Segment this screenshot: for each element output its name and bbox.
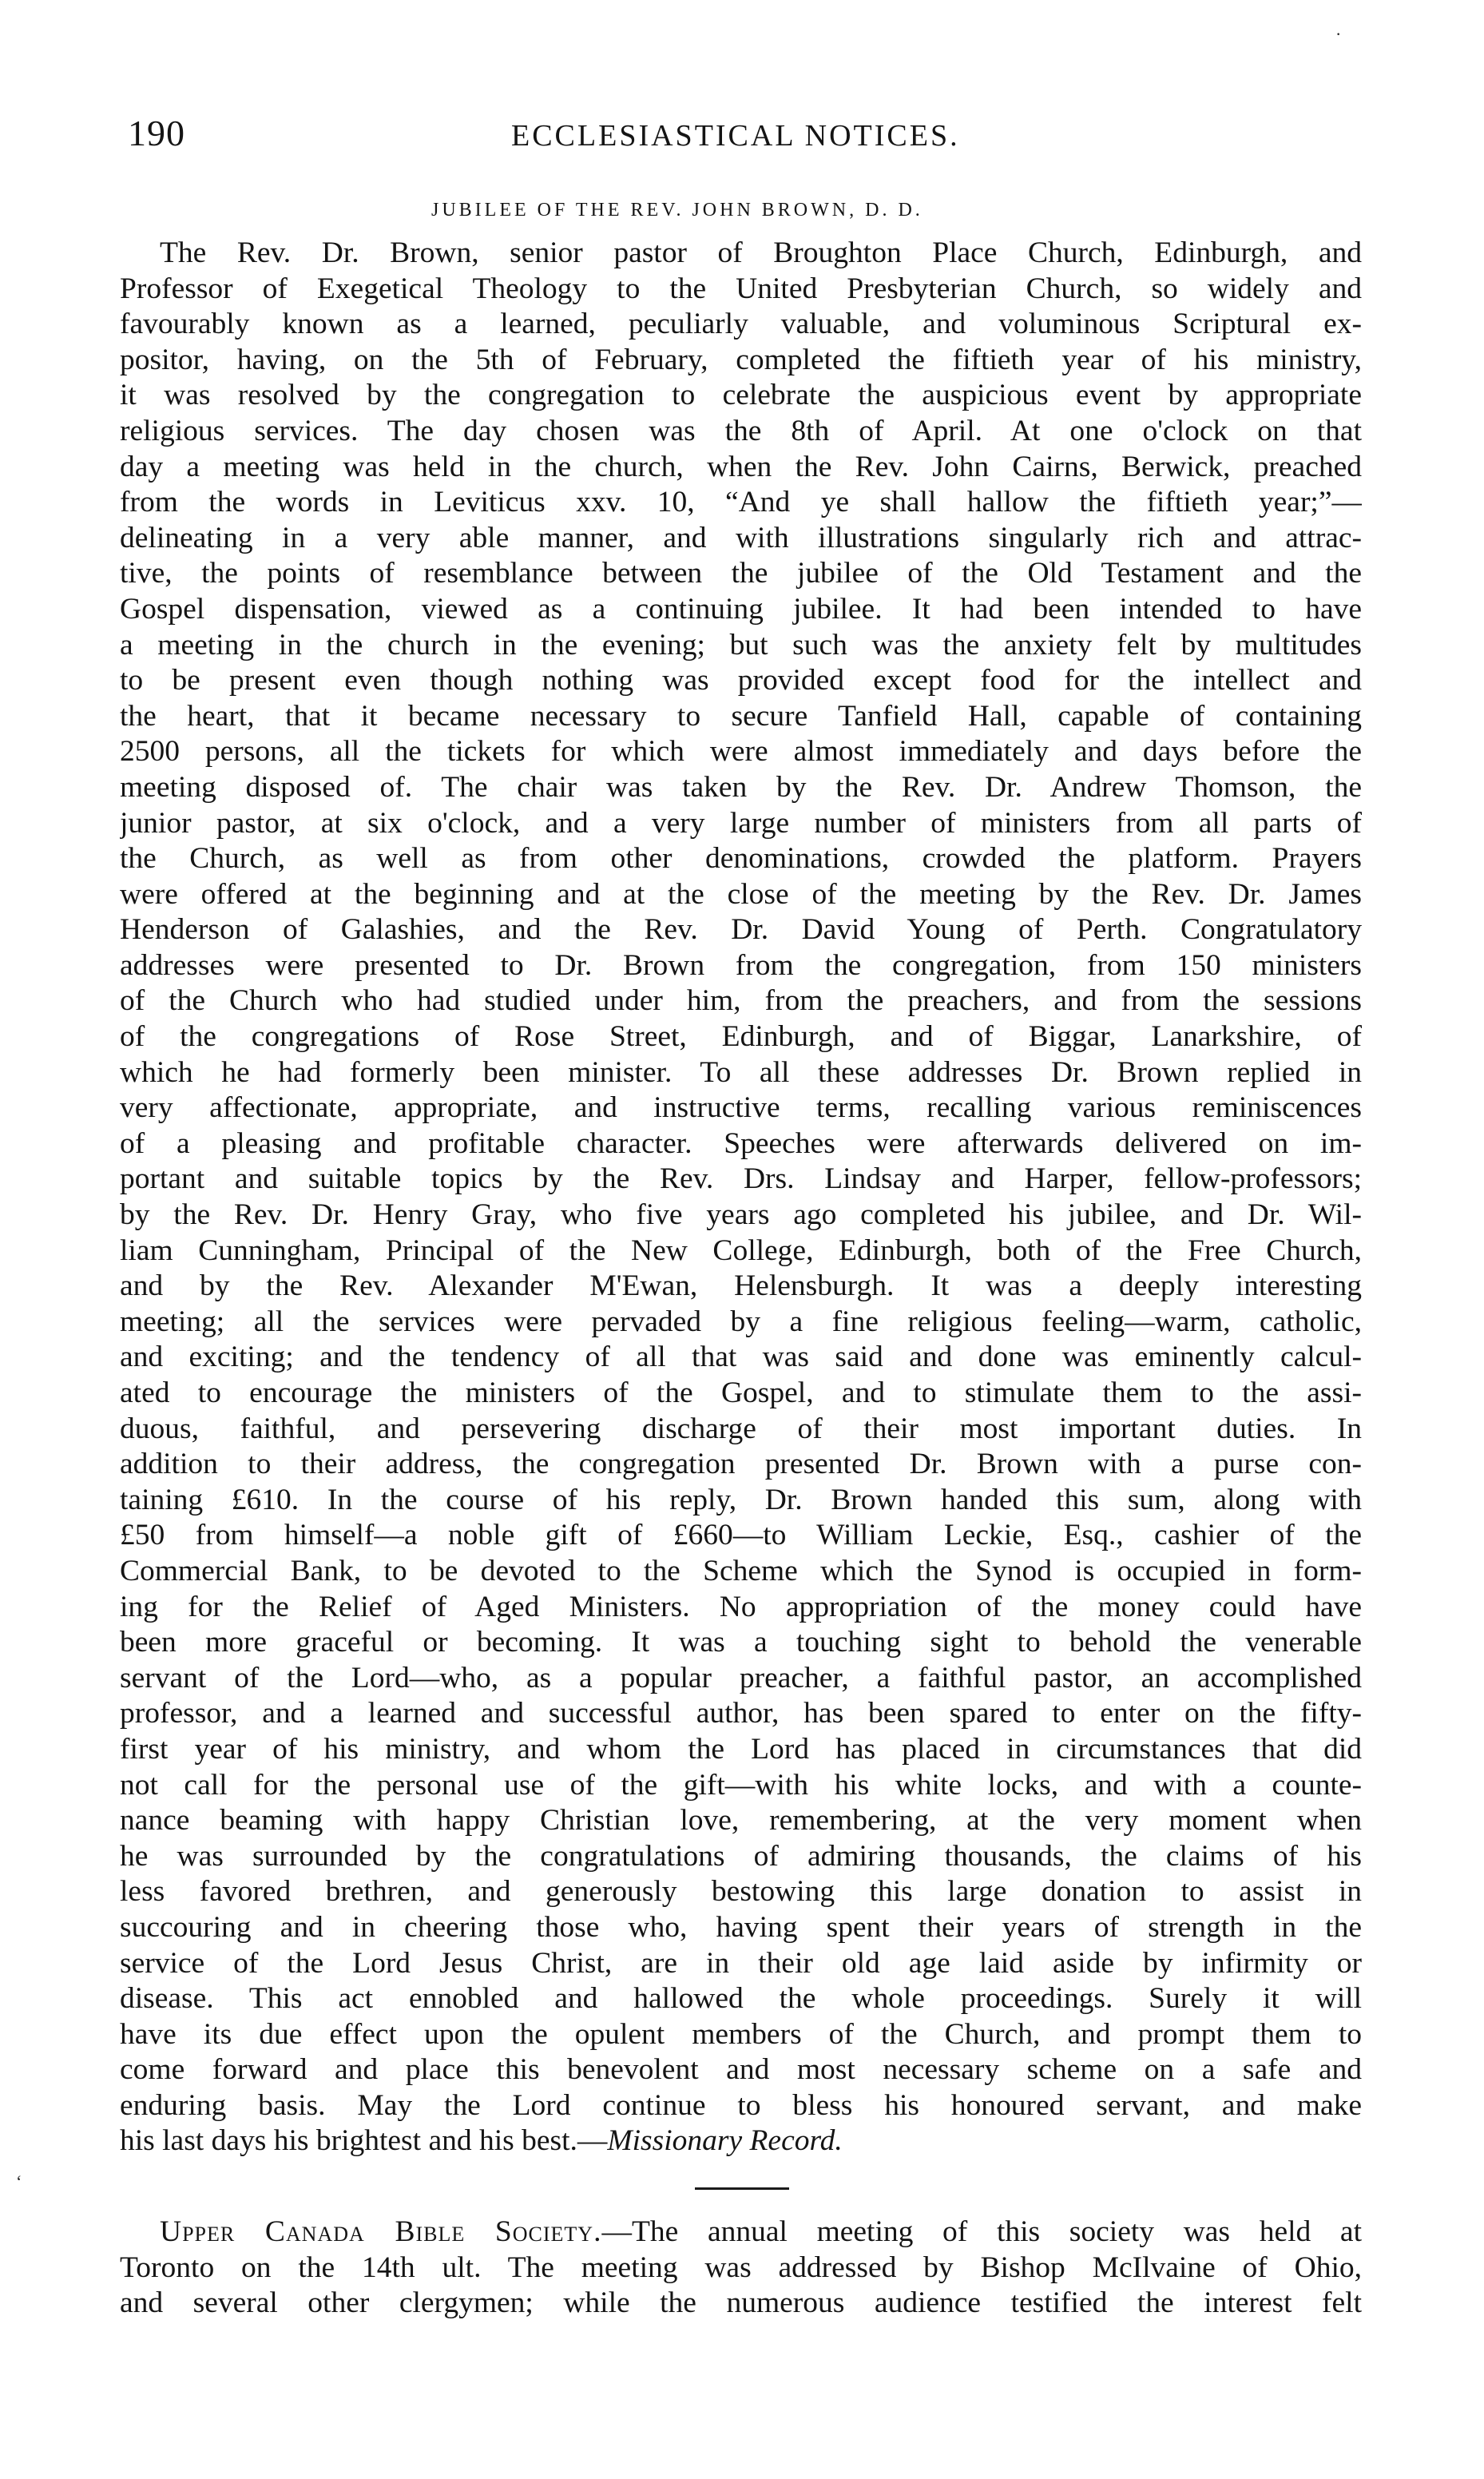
text-line: Toronto on the 14th ult. The meeting was addressed by Bishop McIlvaine of Ohio, (120, 2251, 1362, 2284)
text-line (120, 2215, 1362, 2251)
text-line: £50 from himself—a noble gift of £660—to William Leckie, Esq., cashier of the (120, 1519, 1362, 1552)
text-line: servant of the Lord—who, as a popular preacher, a faithful pastor, an accomplished (120, 1661, 1362, 1694)
notice-text: —The annual meeting of this society was held at (601, 2215, 1362, 2248)
text-line: the heart, that it became necessary to secure Tanfield Hall, capable of containing (120, 699, 1362, 733)
closing-line: his last days his brightest and his best.—Missionary Record. (120, 2124, 843, 2158)
text-line: succouring and in cheering those who, having spent their years of strength in the (120, 1910, 1362, 1944)
text-line: favourably known as a learned, peculiarly valuable, and voluminous Scriptural ex- (120, 308, 1362, 341)
text-line: the Church, as well as from other denominations, crowded the platform. Prayers (120, 842, 1362, 876)
text-line: and several other clergymen; while the numerous audience testified the interest felt (120, 2286, 1362, 2320)
text-line: addition to their address, the congregation presented Dr. Brown with a purse con- (120, 1448, 1362, 1481)
text-line: not call for the personal use of the gift—with his white locks, and with a counte- (120, 1768, 1362, 1802)
text-line: Gospel dispensation, viewed as a continuing jubilee. It had been intended to have (120, 592, 1362, 626)
text-line: meeting disposed of. The chair was taken by the Rev. Dr. Andrew Thomson, the (120, 770, 1362, 804)
text-line: a meeting in the church in the evening; but such was the anxiety felt by multitudes (120, 628, 1362, 661)
text-line: of a pleasing and profitable character. Speeches were afterwards delivered on im- (120, 1126, 1362, 1160)
text-line: Henderson of Galashies, and the Rev. Dr. David Young of Perth. Congratulatory (120, 913, 1362, 947)
text-line: and by the Rev. Alexander M'Ewan, Helensburgh. It was a deeply interesting (120, 1269, 1362, 1303)
text-line: meeting; all the services were pervaded by a fine religious feeling—warm, catholic, (120, 1305, 1362, 1338)
text-line: liam Cunningham, Principal of the New College, Edinburgh, both of the Free Church, (120, 1234, 1362, 1267)
text-line: of the Church who had studied under him, from the preachers, and from the sessions (120, 984, 1362, 1018)
margin-mark: ‘ (16, 2171, 22, 2191)
text-line: first year of his ministry, and whom the Lord has placed in circumstances that did (120, 1732, 1362, 1766)
text-line: The Rev. Dr. Brown, senior pastor of Broughton Place Church, Edinburgh, and (160, 236, 1362, 269)
text-line: come forward and place this benevolent and most necessary scheme on a safe and (120, 2053, 1362, 2087)
page-number: 190 (128, 113, 185, 153)
closing-text: his last days his brightest and his best. (120, 2124, 577, 2158)
text-line: professor, and a learned and successful author, has been spared to enter on the fifty- (120, 1697, 1362, 1730)
text-line: which he had formerly been minister. To all these addresses Dr. Brown replied in (120, 1055, 1362, 1089)
notice-heading: Upper Canada Bible Society. (160, 2215, 602, 2248)
text-line: were offered at the beginning and at the close of the meeting by the Rev. Dr. James (120, 877, 1362, 911)
text-line: junior pastor, at six o'clock, and a very large number of ministers from all parts of (120, 806, 1362, 840)
text-line: addresses were presented to Dr. Brown from the congregation, from 150 ministers (120, 948, 1362, 982)
text-line: he was surrounded by the congratulations of admiring thousands, the claims of his (120, 1839, 1362, 1873)
text-line: disease. This act ennobled and hallowed the whole proceedings. Surely it will (120, 1982, 1362, 2016)
text-line: and exciting; and the tendency of all that was said and done was eminently calcul- (120, 1341, 1362, 1374)
text-line: less favored brethren, and generously bestowing this large donation to assist in (120, 1875, 1362, 1909)
text-line: day a meeting was held in the church, when the Rev. John Cairns, Berwick, preached (120, 450, 1362, 483)
running-head: ECCLESIASTICAL NOTICES. (511, 119, 960, 153)
source-citation: Missionary Record. (607, 2124, 843, 2158)
text-line: service of the Lord Jesus Christ, are in their old age laid aside by infirmity or (120, 1946, 1362, 1980)
text-line: very affectionate, appropriate, and instructive terms, recalling various reminiscences (120, 1091, 1362, 1125)
text-line: been more graceful or becoming. It was a touching sight to behold the venerable (120, 1626, 1362, 1659)
text-line: Professor of Exegetical Theology to the United Presbyterian Church, so widely and (120, 272, 1362, 305)
text-line: by the Rev. Dr. Henry Gray, who five years ago completed his jubilee, and Dr. Wil- (120, 1198, 1362, 1232)
text-line: ated to encourage the ministers of the Gospel, and to stimulate them to the assi- (120, 1377, 1362, 1409)
text-line: have its due effect upon the opulent members of the Church, and prompt them to (120, 2017, 1362, 2051)
text-line: ing for the Relief of Aged Ministers. No appropriation of the money could have (120, 1590, 1362, 1623)
text-line: of the congregations of Rose Street, Edinburgh, and of Biggar, Lanarkshire, of (120, 1020, 1362, 1054)
text-line: 2500 persons, all the tickets for which were almost immediately and days before the (120, 735, 1362, 769)
text-line: tive, the points of resemblance between the jubilee of the Old Testament and the (120, 557, 1362, 590)
section-divider (695, 2187, 789, 2190)
text-line: it was resolved by the congregation to celebrate the auspicious event by appropriate (120, 379, 1362, 412)
text-line: to be present even though nothing was provided except food for the intellect and (120, 664, 1362, 697)
next-notice (120, 2215, 1362, 2322)
margin-mark: · (1335, 24, 1342, 44)
article-title: JUBILEE OF THE REV. JOHN BROWN, D. D. (431, 200, 923, 220)
text-line: Commercial Bank, to be devoted to the Scheme which the Synod is occupied in form- (120, 1554, 1362, 1587)
text-line: from the words in Leviticus xxv. 10, “And ye shall hallow the fiftieth year;”— (120, 486, 1362, 519)
text-line: religious services. The day chosen was the 8th of April. At one o'clock on that (120, 414, 1362, 447)
text-line: enduring basis. May the Lord continue to bless his honoured servant, and make (120, 2088, 1362, 2122)
text-line: positor, having, on the 5th of February, completed the fiftieth year of his ministry, (120, 343, 1362, 376)
text-line: delineating in a very able manner, and with illustrations singularly rich and attrac- (120, 521, 1362, 554)
text-line: taining £610. In the course of his reply, Dr. Brown handed this sum, along with (120, 1483, 1362, 1516)
text-line: portant and suitable topics by the Rev. Drs. Lindsay and Harper, fellow-professors; (120, 1162, 1362, 1196)
text-line: duous, faithful, and persevering discharge of their most important duties. In (120, 1412, 1362, 1445)
article-body (120, 236, 1362, 2159)
text-line: nance beaming with happy Christian love, remembering, at the very moment when (120, 1804, 1362, 1837)
